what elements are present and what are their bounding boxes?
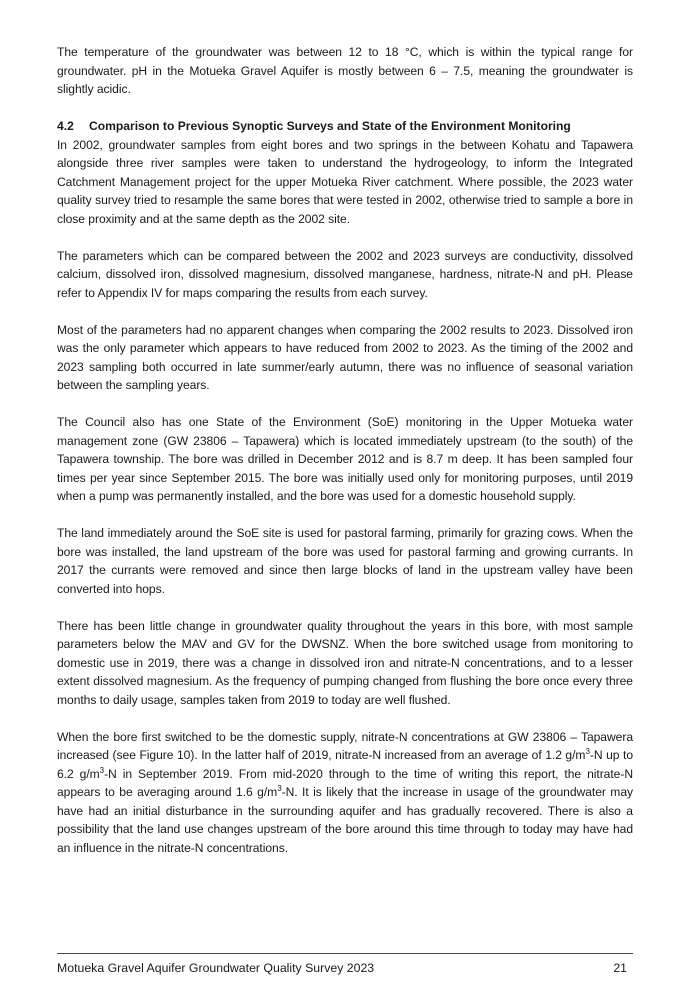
- paragraph-nitrate: When the bore first switched to be the domestic supply, nitrate-N concentrations at GW 23806 – Tapawera increased (see Figure 10). In the latter half of 2019, nitrate-N increased from an average of 1.2 $g/m^3-N$ up to 6.2 $g/m^3-N$ in September 2019. From mid-2020 through to the time of writing this report, the nitrate-N appears to be averaging around 1.6 $g/m^3-N$. It is likely that the increase in usage of the groundwater may have had an initial disturbance in the surrounding aquifer and has gradually recovered. There is also a possibility that the land use changes upstream of the bore around this time through to today may have had an influence in the nitrate-N concentrations.: [57, 729, 634, 855]
- paragraph: The parameters which can be compared between the 2002 and 2023 surveys are conductivity, dissolved calcium, dissolved iron, dissolved magnesium, dissolved manganese, hardness, nitrate-N and pH. Please refer to Appendix IV for maps comparing the results from each survey.: [57, 248, 633, 300]
- paragraph: Most of the parameters had no apparent changes when comparing the 2002 results to 2023. Dissolved iron was the only parameter which appears to have reduced from 2002 to 2023. As the timing of the 2002 and 2023 sampling both occurred in late summer/early autumn, there was no influence of seasonal variation between the sampling years.: [57, 322, 633, 392]
- paragraph: The land immediately around the SoE site is used for pastoral farming, primarily for grazing cows. When the bore was installed, the land upstream of the bore was used for pastoral farming and growing currants. In 2017 the currants were removed and since then large blocks of land in the upstream valley have been converted into hops.: [57, 526, 633, 596]
- page-footer: [57, 953, 633, 976]
- intro-paragraph: The temperature of the groundwater was between 12 to 18 °C, which is within the typical range for groundwater. pH in the Motueka Gravel Aquifer is mostly between 6 – 7.5, meaning the groundwater is slightly acidic.: [57, 45, 633, 96]
- paragraph: In 2002, groundwater samples from eight bores and two springs in the between Kohatu and Tapawera alongside three river samples were taken to understand the hydrogeology, to inform the Integrated Catchment Management project for the upper Motueka River catchment. Where possible, the 2023 water quality survey tried to resample the same bores that were tested in 2002, otherwise tried to sample a bore in close proximity and at the same depth as the 2002 site.: [57, 137, 633, 226]
- section-number: 4.2: [57, 119, 74, 133]
- page-number: 21: [613, 961, 627, 975]
- document-page: [57, 43, 633, 857]
- section-heading: [57, 117, 633, 136]
- footer-title: Motueka Gravel Aquifer Groundwater Quality Survey 2023: [57, 961, 375, 975]
- paragraph: There has been little change in groundwater quality throughout the years in this bore, with most sample parameters below the MAV and GV for the DWSNZ. When the bore switched usage from monitoring to domestic use in 2019, there was a change in dissolved iron and nitrate-N concentrations, and to a lesser extent dissolved magnesium. As the frequency of pumping changed from flushing the bore once every three months to daily usage, samples taken from 2019 to today are well flushed.: [57, 618, 633, 707]
- section-title: Comparison to Previous Synoptic Surveys and State of the Environment Monitoring: [89, 119, 571, 133]
- paragraph: The Council also has one State of the Environment (SoE) monitoring in the Upper Motueka water management zone (GW 23806 – Tapawera) which is located immediately upstream (to the south) of the Tapawera township. The bore was drilled in December 2012 and is 8.7 m deep. It has been sampled four times per year since September 2015. The bore was initially used only for monitoring purposes, until 2019 when a pump was permanently installed, and the bore was used for a domestic household supply.: [57, 415, 633, 503]
- section-4-2: [57, 117, 633, 857]
